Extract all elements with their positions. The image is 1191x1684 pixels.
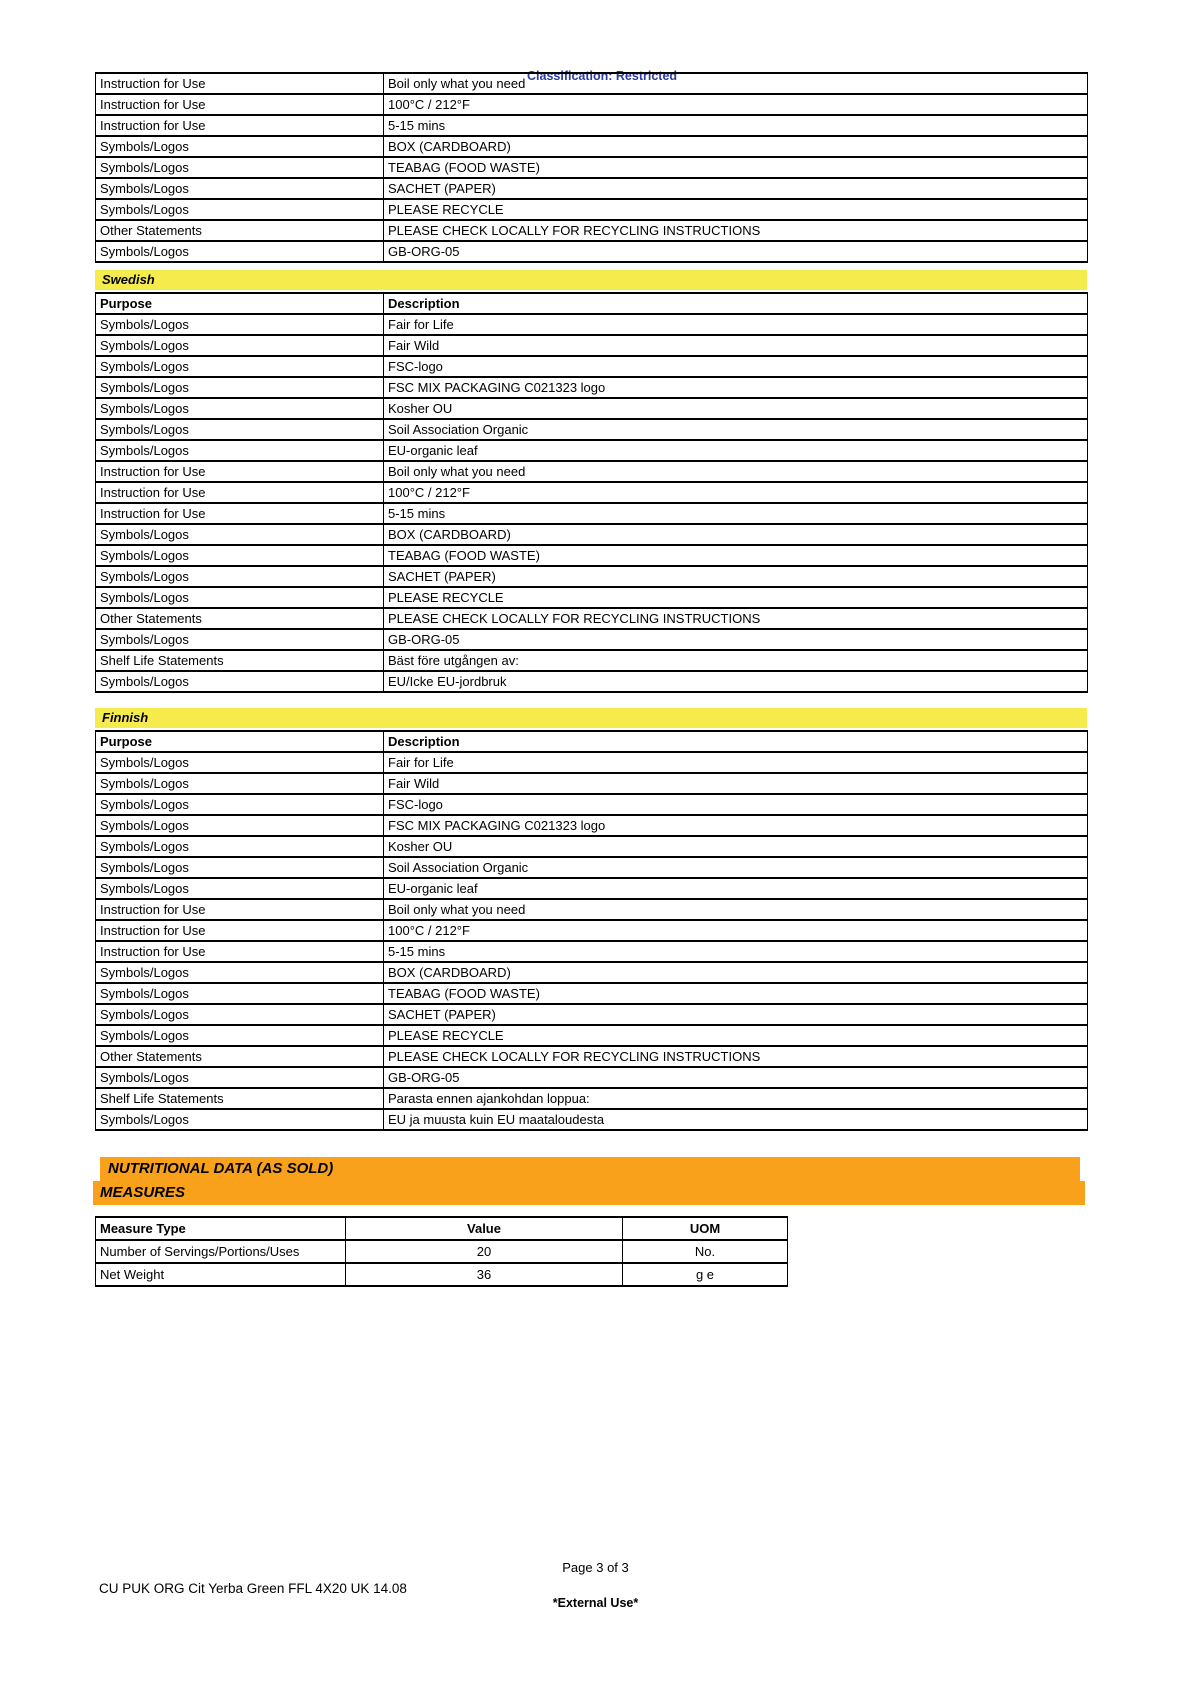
table-header-row: [96, 293, 1088, 314]
table-cell: TEABAG (FOOD WASTE): [384, 545, 1088, 566]
column-header-description: Description: [384, 293, 1088, 314]
table-cell: PLEASE CHECK LOCALLY FOR RECYCLING INSTRUCTIONS: [384, 220, 1088, 241]
table-cell: Symbols/Logos: [96, 419, 384, 440]
table-cell: GB-ORG-05: [384, 241, 1088, 262]
table-cell: Fair Wild: [384, 773, 1088, 794]
table-row: [96, 545, 1088, 566]
finnish-table: [95, 730, 1088, 1131]
table-row: [96, 1067, 1088, 1088]
table-cell: SACHET (PAPER): [384, 566, 1088, 587]
table-cell: Other Statements: [96, 220, 384, 241]
table-cell: 20: [346, 1240, 623, 1263]
table-row: [96, 587, 1088, 608]
table-cell: Parasta ennen ajankohdan loppua:: [384, 1088, 1088, 1109]
external-use-label: *External Use*: [552, 1596, 639, 1610]
table-cell: Kosher OU: [384, 836, 1088, 857]
english-continuation-table: [95, 72, 1088, 263]
section-band-swedish: [95, 270, 1087, 290]
table-cell: Boil only what you need: [384, 461, 1088, 482]
table-cell: Instruction for Use: [96, 73, 384, 94]
table-row: [96, 962, 1088, 983]
table-cell: Symbols/Logos: [96, 1004, 384, 1025]
column-header-description: Description: [384, 731, 1088, 752]
table-cell: Symbols/Logos: [96, 377, 384, 398]
table-cell: Other Statements: [96, 1046, 384, 1067]
table-row: [96, 1109, 1088, 1130]
table-cell: Instruction for Use: [96, 503, 384, 524]
table-cell: Symbols/Logos: [96, 545, 384, 566]
table-header-row: [96, 731, 1088, 752]
table-cell: EU-organic leaf: [384, 440, 1088, 461]
table-row: [96, 482, 1088, 503]
table-row: [96, 566, 1088, 587]
table-cell: Instruction for Use: [96, 115, 384, 136]
table-cell: Instruction for Use: [96, 461, 384, 482]
table-cell: Boil only what you need: [384, 73, 1088, 94]
table-row: [96, 377, 1088, 398]
table-cell: 100°C / 212°F: [384, 482, 1088, 503]
table-row: [96, 1004, 1088, 1025]
table-cell: Symbols/Logos: [96, 815, 384, 836]
table-cell: Symbols/Logos: [96, 836, 384, 857]
table-cell: Instruction for Use: [96, 920, 384, 941]
table-cell: Symbols/Logos: [96, 136, 384, 157]
table-cell: TEABAG (FOOD WASTE): [384, 157, 1088, 178]
table-row: [96, 73, 1088, 94]
table-row: [96, 773, 1088, 794]
table-cell: EU ja muusta kuin EU maataloudesta: [384, 1109, 1088, 1130]
table-cell: Symbols/Logos: [96, 178, 384, 199]
table-cell: Symbols/Logos: [96, 752, 384, 773]
table-cell: PLEASE RECYCLE: [384, 199, 1088, 220]
table-header-row: [96, 1217, 788, 1240]
table-cell: Soil Association Organic: [384, 857, 1088, 878]
table-cell: 5-15 mins: [384, 503, 1088, 524]
table-row: [96, 461, 1088, 482]
table-cell: Symbols/Logos: [96, 1025, 384, 1046]
table-cell: Shelf Life Statements: [96, 650, 384, 671]
table-row: [96, 983, 1088, 1004]
table-cell: 100°C / 212°F: [384, 94, 1088, 115]
table-cell: Symbols/Logos: [96, 241, 384, 262]
table-cell: No.: [623, 1240, 788, 1263]
table-row: [96, 650, 1088, 671]
table-cell: Symbols/Logos: [96, 629, 384, 650]
table-cell: 5-15 mins: [384, 941, 1088, 962]
column-header-value: Value: [346, 1217, 623, 1240]
table-row: [96, 440, 1088, 461]
table-row: [96, 1240, 788, 1263]
table-row: [96, 335, 1088, 356]
table-row: [96, 920, 1088, 941]
table-row: [96, 157, 1088, 178]
table-row: [96, 199, 1088, 220]
table-cell: GB-ORG-05: [384, 629, 1088, 650]
measures-table: [95, 1216, 788, 1287]
table-cell: TEABAG (FOOD WASTE): [384, 983, 1088, 1004]
table-cell: PLEASE RECYCLE: [384, 1025, 1088, 1046]
nutritional-data-title: NUTRITIONAL DATA (AS SOLD): [100, 1157, 1080, 1181]
table-cell: Other Statements: [96, 608, 384, 629]
table-cell: Soil Association Organic: [384, 419, 1088, 440]
table-cell: 100°C / 212°F: [384, 920, 1088, 941]
table-row: [96, 941, 1088, 962]
table-cell: Symbols/Logos: [96, 335, 384, 356]
table-row: [96, 752, 1088, 773]
table-cell: EU-organic leaf: [384, 878, 1088, 899]
table-row: [96, 815, 1088, 836]
table-row: [96, 398, 1088, 419]
table-cell: Fair for Life: [384, 314, 1088, 335]
table-cell: Shelf Life Statements: [96, 1088, 384, 1109]
table-cell: BOX (CARDBOARD): [384, 962, 1088, 983]
table-row: [96, 356, 1088, 377]
table-row: [96, 608, 1088, 629]
table-row: [96, 524, 1088, 545]
table-cell: Symbols/Logos: [96, 773, 384, 794]
swedish-table: [95, 292, 1088, 693]
table-cell: Symbols/Logos: [96, 983, 384, 1004]
table-row: [96, 136, 1088, 157]
table-cell: Symbols/Logos: [96, 1109, 384, 1130]
table-cell: SACHET (PAPER): [384, 1004, 1088, 1025]
nutritional-data-band: [93, 1157, 1085, 1205]
table-cell: PLEASE CHECK LOCALLY FOR RECYCLING INSTRUCTIONS: [384, 1046, 1088, 1067]
table-cell: Net Weight: [96, 1263, 346, 1286]
page-number: Page 3 of 3: [562, 1560, 629, 1575]
table-row: [96, 857, 1088, 878]
table-row: [96, 503, 1088, 524]
table-cell: Instruction for Use: [96, 94, 384, 115]
table-row: [96, 419, 1088, 440]
table-cell: FSC-logo: [384, 356, 1088, 377]
table-cell: Number of Servings/Portions/Uses: [96, 1240, 346, 1263]
table-cell: FSC MIX PACKAGING C021323 logo: [384, 377, 1088, 398]
table-cell: PLEASE RECYCLE: [384, 587, 1088, 608]
section-band-label: Swedish: [102, 272, 155, 287]
table-cell: Fair for Life: [384, 752, 1088, 773]
table-cell: SACHET (PAPER): [384, 178, 1088, 199]
section-band-finnish: [95, 708, 1087, 728]
table-cell: g e: [623, 1263, 788, 1286]
table-cell: BOX (CARDBOARD): [384, 136, 1088, 157]
table-cell: Symbols/Logos: [96, 398, 384, 419]
table-row: [96, 1046, 1088, 1067]
table-cell: Symbols/Logos: [96, 524, 384, 545]
table-cell: Fair Wild: [384, 335, 1088, 356]
table-cell: Symbols/Logos: [96, 794, 384, 815]
table-cell: Symbols/Logos: [96, 878, 384, 899]
column-header-purpose: Purpose: [96, 731, 384, 752]
column-header-purpose: Purpose: [96, 293, 384, 314]
table-cell: Symbols/Logos: [96, 314, 384, 335]
table-cell: PLEASE CHECK LOCALLY FOR RECYCLING INSTRUCTIONS: [384, 608, 1088, 629]
table-row: [96, 878, 1088, 899]
table-row: [96, 1088, 1088, 1109]
document-code: CU PUK ORG Cit Yerba Green FFL 4X20 UK 14.08: [99, 1581, 407, 1596]
column-header-measure-type: Measure Type: [96, 1217, 346, 1240]
measures-title: MEASURES: [93, 1181, 1085, 1205]
table-row: [96, 836, 1088, 857]
table-row: [96, 115, 1088, 136]
table-cell: EU/Icke EU-jordbruk: [384, 671, 1088, 692]
table-cell: GB-ORG-05: [384, 1067, 1088, 1088]
table-cell: Symbols/Logos: [96, 857, 384, 878]
table-row: [96, 241, 1088, 262]
table-cell: Symbols/Logos: [96, 440, 384, 461]
table-cell: Symbols/Logos: [96, 962, 384, 983]
table-row: [96, 94, 1088, 115]
table-cell: Symbols/Logos: [96, 1067, 384, 1088]
table-cell: 5-15 mins: [384, 115, 1088, 136]
table-cell: Symbols/Logos: [96, 199, 384, 220]
table-cell: Instruction for Use: [96, 899, 384, 920]
table-cell: Symbols/Logos: [96, 157, 384, 178]
table-cell: Instruction for Use: [96, 941, 384, 962]
table-cell: FSC-logo: [384, 794, 1088, 815]
table-row: [96, 899, 1088, 920]
table-cell: Symbols/Logos: [96, 587, 384, 608]
table-cell: 36: [346, 1263, 623, 1286]
section-band-label: Finnish: [102, 710, 149, 725]
table-row: [96, 671, 1088, 692]
page-content: [95, 72, 1087, 1287]
table-row: [96, 220, 1088, 241]
table-cell: Symbols/Logos: [96, 566, 384, 587]
table-cell: FSC MIX PACKAGING C021323 logo: [384, 815, 1088, 836]
table-cell: Symbols/Logos: [96, 356, 384, 377]
table-cell: Instruction for Use: [96, 482, 384, 503]
classification-banner: Classification: Restricted: [527, 69, 678, 83]
table-row: [96, 178, 1088, 199]
table-cell: Bäst före utgången av:: [384, 650, 1088, 671]
table-row: [96, 629, 1088, 650]
table-cell: Boil only what you need: [384, 899, 1088, 920]
table-cell: Symbols/Logos: [96, 671, 384, 692]
table-row: [96, 314, 1088, 335]
table-row: [96, 794, 1088, 815]
table-cell: Kosher OU: [384, 398, 1088, 419]
table-row: [96, 1025, 1088, 1046]
column-header-uom: UOM: [623, 1217, 788, 1240]
table-row: [96, 1263, 788, 1286]
table-cell: BOX (CARDBOARD): [384, 524, 1088, 545]
